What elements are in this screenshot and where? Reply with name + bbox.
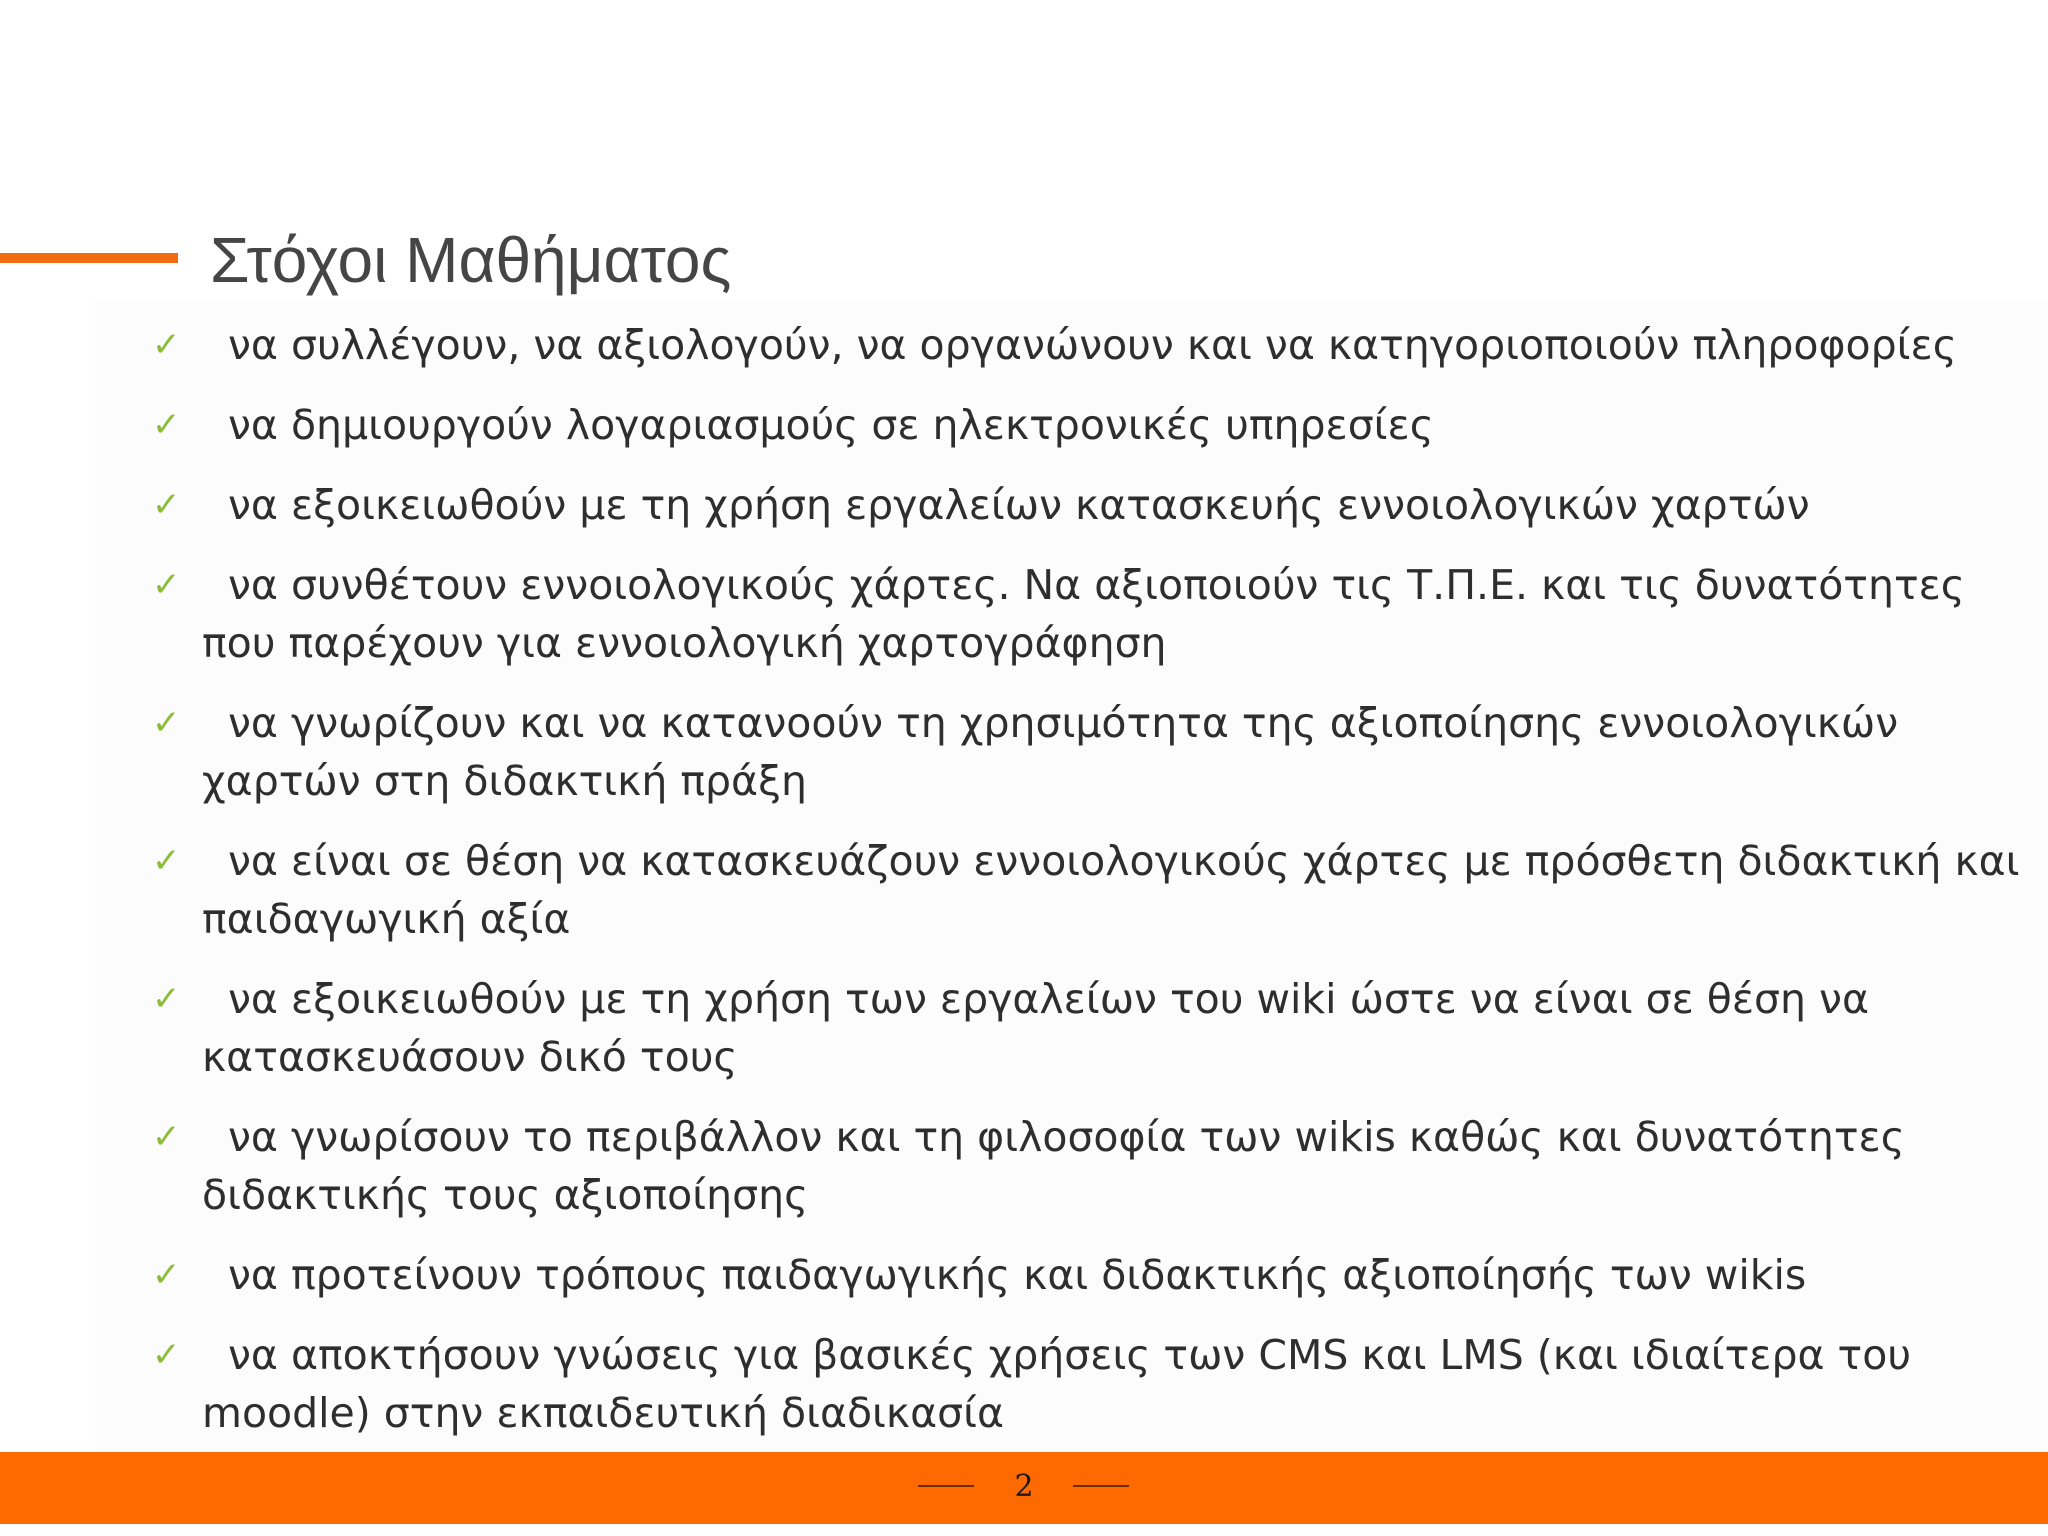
checkmark-icon: ✓ [152, 1335, 181, 1375]
objective-item [152, 556, 2042, 672]
checkmark-icon: ✓ [152, 841, 181, 881]
footer-divider-right [1073, 1485, 1129, 1487]
page-number: 2 [1014, 1469, 1034, 1504]
objective-item [152, 476, 2042, 534]
checkmark-icon: ✓ [152, 1255, 181, 1295]
slide-title: Στόχοι Μαθήματος [210, 224, 732, 296]
checkmark-icon: ✓ [152, 1117, 181, 1157]
objective-item [152, 1246, 2042, 1304]
objective-text: να συλλέγουν, να αξιολογούν, να οργανώνουν και να κατηγοριοποιούν πληροφορίες [228, 321, 1957, 369]
checkmark-icon: ✓ [152, 703, 181, 743]
objective-text: να αποκτήσουν γνώσεις για βασικές χρήσεις των CMS και LMS (και ιδιαίτερα του moodle) στην εκπαιδευτική διαδικασία [202, 1331, 1912, 1437]
footer-divider-left [918, 1485, 974, 1487]
objective-item [152, 1326, 2042, 1442]
objective-text: να δημιουργούν λογαριασμούς σε ηλεκτρονικές υπηρεσίες [228, 401, 1434, 449]
objective-item [152, 694, 2042, 810]
checkmark-icon: ✓ [152, 325, 181, 365]
objective-text: να εξοικειωθούν με τη χρήση εργαλείων κατασκευής εννοιολογικών χαρτών [228, 481, 1810, 529]
checkmark-icon: ✓ [152, 979, 181, 1019]
objective-item [152, 396, 2042, 454]
footer-bar [0, 1452, 2048, 1524]
objective-text: να προτείνουν τρόπους παιδαγωγικής και διδακτικής αξιοποίησής των wikis [228, 1251, 1807, 1299]
checkmark-icon: ✓ [152, 565, 181, 605]
objective-item [152, 316, 2042, 374]
objective-text: να γνωρίσουν το περιβάλλον και τη φιλοσοφία των wikis καθώς και δυνατότητες διδακτικής τους αξιοποίησης [202, 1113, 1905, 1219]
checkmark-icon: ✓ [152, 405, 181, 445]
objective-item [152, 970, 2042, 1086]
objective-text: να εξοικειωθούν με τη χρήση των εργαλείων του wiki ώστε να είναι σε θέση να κατασκευάσουν δικό τους [202, 975, 1869, 1081]
objective-item [152, 1108, 2042, 1224]
objective-item [152, 832, 2042, 948]
title-accent-bar [0, 253, 178, 263]
checkmark-icon: ✓ [152, 485, 181, 525]
objective-text: να γνωρίζουν και να κατανοούν τη χρησιμότητα της αξιοποίησης εννοιολογικών χαρτών στη διδακτική πράξη [202, 699, 1899, 805]
objectives-list [152, 316, 2042, 1464]
objective-text: να είναι σε θέση να κατασκευάζουν εννοιολογικούς χάρτες με πρόσθετη διδακτική και παιδαγωγική αξία [202, 837, 2020, 943]
objective-text: να συνθέτουν εννοιολογικούς χάρτες. Να αξιοποιούν τις Τ.Π.Ε. και τις δυνατότητες που παρέχουν για εννοιολογική χαρτογράφηση [202, 561, 1965, 667]
